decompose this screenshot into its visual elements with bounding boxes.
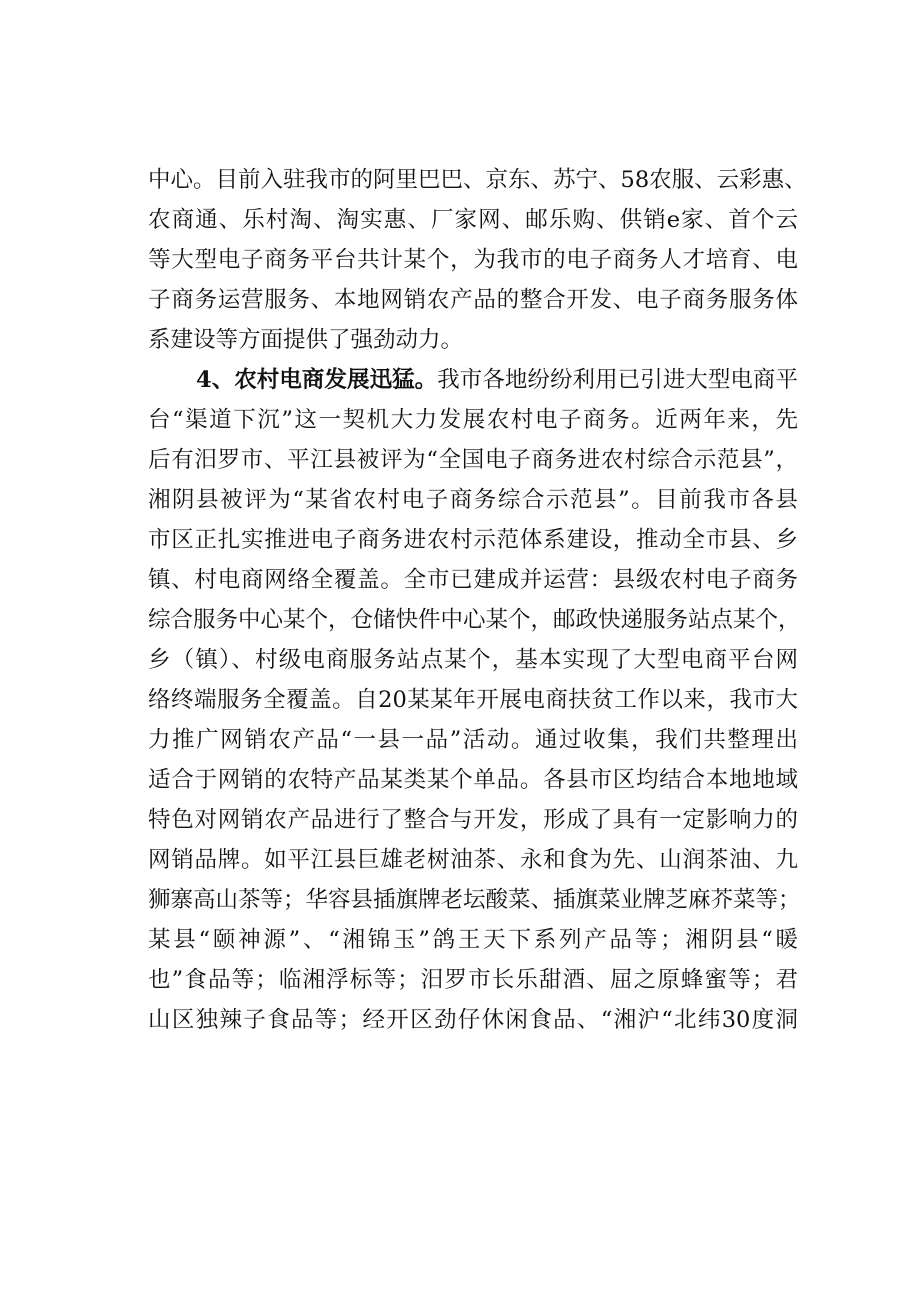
text-line: 农商通、乐村淘、淘实惠、厂家网、邮乐购、供销e家、首个云 [148,207,798,233]
text-line: 后有汨罗市、平江县被评为“全国电子商务进农村综合示范县”， [148,447,798,473]
text-line: 山区独辣子食品等；经开区劲仔休闲食品、“湘沪“北纬30度洞 [148,1007,798,1033]
text-line: 综合服务中心某个，仓储快件中心某个，邮政快递服务站点某个， [148,607,801,633]
text-line: 市区正扎实推进电子商务进农村示范体系建设，推动全市县、乡 [148,527,798,553]
text-line: 中心。目前入驻我市的阿里巴巴、京东、苏宁、58农服、云彩惠、 [148,167,807,193]
text-line: 适合于网销的农特产品某类某个单品。各县市区均结合本地地域 [148,767,798,793]
paragraph-first-line [196,360,798,400]
text-line: 湘阴县被评为“某省农村电子商务综合示范县”。目前我市各县 [148,487,798,513]
text-line: 特色对网销农产品进行了整合与开发，形成了具有一定影响力的 [148,807,798,833]
text-line: 某县“颐神源”、“湘锦玉”鸽王天下系列产品等；湘阴县“暖 [148,927,798,953]
text-line: 乡（镇）、村级电商服务站点某个，基本实现了大型电商平台网 [148,647,798,673]
text-line: 力推广网销农产品“一县一品”活动。通过收集，我们共整理出 [148,727,798,753]
text-line: 台“渠道下沉”这一契机大力发展农村电子商务。近两年来，先 [148,407,798,433]
text-line: 系建设等方面提供了强劲动力。 [148,327,464,353]
text-line: 也”食品等；临湘浮标等；汨罗市长乐甜酒、屈之原蜂蜜等；君 [148,967,798,993]
text-line: 等大型电子商务平台共计某个，为我市的电子商务人才培育、电 [148,247,798,273]
text-line: 狮寨高山茶等；华容县插旗牌老坛酸菜、插旗菜业牌芝麻芥菜等； [148,887,801,913]
text-line: 网销品牌。如平江县巨雄老树油茶、永和食为先、山润茶油、九 [148,847,798,873]
text-line: 络终端服务全覆盖。自20某某年开展电商扶贫工作以来，我市大 [148,687,798,713]
section-heading: 4、农村电商发展迅猛。 [196,367,438,393]
text-line: 镇、村电商网络全覆盖。全市已建成并运营：县级农村电子商务 [148,567,798,593]
text-line: 子商务运营服务、本地网销农产品的整合开发、电子商务服务体 [148,287,798,313]
text-fragment: 我市各地纷纷利用已引进大型电商平 [437,367,798,393]
